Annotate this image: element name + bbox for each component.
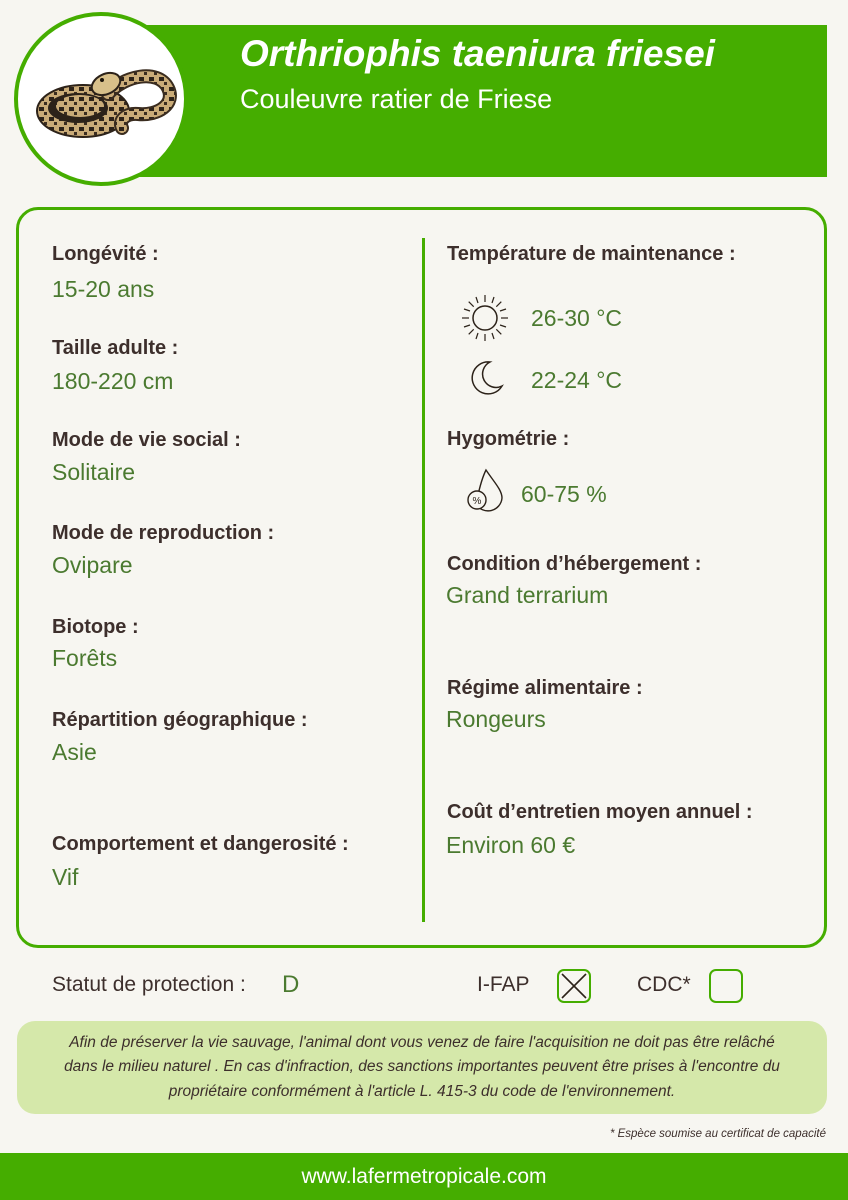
diet-value: Rongeurs bbox=[446, 706, 546, 732]
protection-status-label: Statut de protection : bbox=[52, 973, 246, 996]
common-name: Couleuvre ratier de Friese bbox=[240, 84, 553, 114]
reproduction-value: Ovipare bbox=[52, 552, 133, 578]
behavior-value: Vif bbox=[52, 864, 79, 890]
footer bbox=[0, 1153, 848, 1200]
cdc-label: CDC* bbox=[637, 973, 691, 996]
release-warning-notice bbox=[17, 1021, 827, 1114]
distribution-label: Répartition géographique : bbox=[52, 709, 308, 731]
snake-photo bbox=[14, 12, 188, 186]
adult-size-value: 180-220 cm bbox=[52, 368, 174, 394]
housing-label: Condition d’hébergement : bbox=[447, 553, 702, 575]
column-divider bbox=[422, 238, 425, 922]
sun-icon bbox=[460, 293, 510, 343]
social-life-value: Solitaire bbox=[52, 459, 136, 485]
distribution-value: Asie bbox=[52, 739, 97, 765]
behavior-label: Comportement et dangerosité : bbox=[52, 833, 349, 855]
reproduction-label: Mode de reproduction : bbox=[52, 522, 275, 544]
temperature-label: Température de maintenance : bbox=[447, 243, 736, 265]
svg-text:%: % bbox=[472, 496, 482, 507]
night-temperature-value: 22-24 °C bbox=[531, 367, 623, 393]
footnote: * Espèce soumise au certificat de capacité bbox=[609, 1128, 826, 1140]
ifap-label: I-FAP bbox=[477, 973, 530, 996]
protection-status-value: D bbox=[282, 971, 300, 998]
longevity-value: 15-20 ans bbox=[52, 276, 155, 302]
housing-value: Grand terrarium bbox=[446, 582, 609, 608]
checked-x-icon bbox=[559, 971, 589, 1001]
humidity-value: 60-75 % bbox=[521, 481, 607, 507]
humidity-label: Hygométrie : bbox=[447, 428, 570, 450]
cdc-checkbox[interactable] bbox=[709, 969, 743, 1003]
cost-label: Coût d’entretien moyen annuel : bbox=[447, 801, 753, 823]
moon-icon bbox=[466, 358, 506, 398]
ifap-checkbox[interactable] bbox=[557, 969, 591, 1003]
cost-value: Environ 60 € bbox=[446, 832, 576, 858]
day-temperature-value: 26-30 °C bbox=[531, 305, 623, 331]
adult-size-label: Taille adulte : bbox=[52, 337, 179, 359]
biotope-label: Biotope : bbox=[52, 616, 139, 638]
website-link[interactable]: www.lafermetropicale.com bbox=[301, 1164, 547, 1188]
biotope-value: Forêts bbox=[52, 645, 118, 671]
humidity-drop-icon bbox=[464, 468, 504, 514]
diet-label: Régime alimentaire : bbox=[447, 677, 643, 699]
scientific-name: Orthriophis taeniura friesei bbox=[240, 33, 715, 74]
longevity-label: Longévité : bbox=[52, 243, 159, 265]
snake-illustration bbox=[18, 16, 184, 182]
notice-text: Afin de préserver la vie sauvage, l'animal dont vous venez de faire l'acquisition ne doit pas être relâché dans le milieu naturel . En cas d'infraction, des sanctions importantes peuvent être prises à l'encontre du propriétaire conformément à l'article L. 415-3 du code de l'environnement. bbox=[64, 1034, 780, 1100]
social-life-label: Mode de vie social : bbox=[52, 429, 241, 451]
